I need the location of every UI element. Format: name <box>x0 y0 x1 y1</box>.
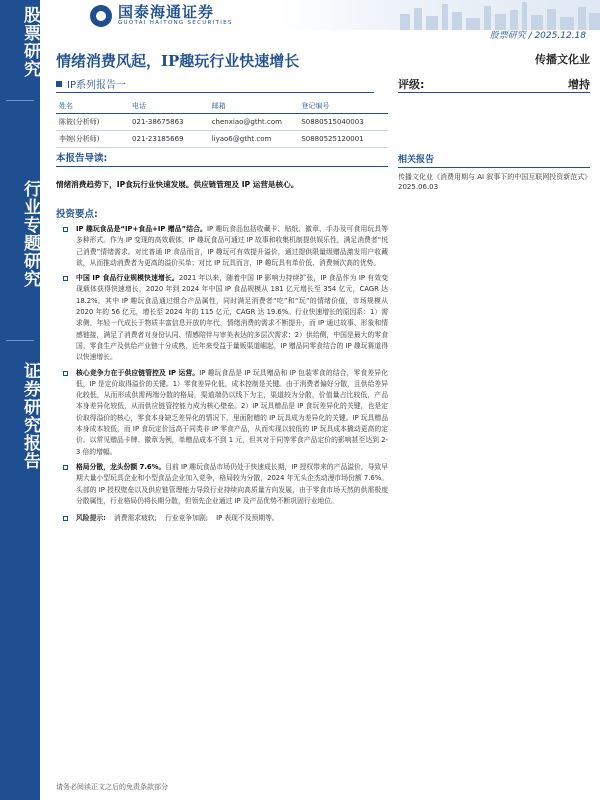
table-header-row <box>56 99 388 114</box>
table-cell: 李婉(分析师) <box>56 131 129 148</box>
point-text: IP 趣玩食品是 IP 玩具赠品和 IP 包装零食的结合，零食差异化低，IP 是定价取得溢价的关键。1）零食差异化低，成本控制是关键。由于消费者偏好分散，且供给差异化较低，从而形成供需两端分散的格局，渠道端仍以线下为主，渠道较为分散，价值量占比较低，产品本身差异化较低，从而供应链管控能力成为核心壁垒。2）IP 玩具赠品是 IP 食玩差异化的关键，也是定价取得溢价的核心，零食本身缺乏差异化的情况下，里面附赠的 IP 玩具成为差异化的关键。IP 玩具赠品本身成本较低，而 IP 食玩定价远高于同类非 IP 零食产品，从而实现以较低的 IP 玩具成本撬动更高的定价。以常见赠品卡牌、徽章为例，单赠品成本不到 1 元，但其对于同等零食产品定价的影响甚至达到 2-3 倍的增幅。 <box>76 368 388 456</box>
left-sidebar <box>0 0 40 800</box>
list-item <box>56 224 388 269</box>
square-bullet-icon <box>63 371 68 376</box>
disclaimer-footer: 请务必阅读正文之后的免责条款部分 <box>56 783 168 791</box>
report-type-date: 股票研究 / 2025.12.18 <box>489 31 586 41</box>
table-cell: 021-38675863 <box>129 114 209 131</box>
risk-warning <box>56 513 388 524</box>
risk-item: 消费需求疲软; <box>113 514 157 523</box>
square-bullet-icon <box>63 516 68 521</box>
list-item <box>56 462 388 507</box>
list-item <box>56 273 388 363</box>
table-header: 邮箱 <box>209 99 299 114</box>
point-text: 目前 IP 趣玩食品市场仍处于快速成长期，IP 授权带来的产品溢价，导致早期大量小型玩具企业和小型食品企业加入竞争，格局较为分散，2024 年无头企杰动漫市场份额 7.6%。头部的 IP 授权壁垒以及供应链管理能力导致行业持续向高质量方向发展，由于零食市场天然的供需极度分散属性，行业格局仍将长期分散，但领先企业通过 IP 及产品优势不断巩固行业地位。 <box>76 462 389 505</box>
related-reports-heading: 相关报告 <box>398 152 590 168</box>
square-bullet-icon <box>63 227 68 232</box>
series-label <box>56 76 374 93</box>
table-header: 姓名 <box>56 99 129 114</box>
risk-label: 风险提示: <box>76 514 106 523</box>
logo-name-en: GUOTAI HAITONG SECURITIES <box>118 20 233 26</box>
related-report-link[interactable]: 传播文化业《消费用期与 AI 叙事下的中国互联网投资新范式》2025.06.03 <box>398 173 588 191</box>
square-bullet-icon <box>63 465 68 470</box>
table-row <box>56 114 388 131</box>
sidebar-label-securities-report: 证券研究报告 <box>20 362 40 470</box>
series-text: IP系列报告一 <box>67 80 126 91</box>
page-header <box>40 0 600 30</box>
industry-label: 传播文化业 <box>535 53 590 66</box>
point-text: IP 趣玩食品包括收藏卡、贴纸、徽章、手办及可食用玩具等多种形式。作为 IP 变现的高效载体，IP 趣玩食品可通过 IP 故事和收集机制提供娱乐性，满足消费者“悦己消费”情绪需求。对比普通 IP 食品而言，IP 趣玩可有效提升溢价，通过提供限量级赠品激发用户收藏欲，从而推动消费者为更高的溢价买单；对比 IP 玩具而言，IP 趣玩具有单价低、消费频次高的优势。 <box>76 225 388 267</box>
table-cell: S0880525120001 <box>298 131 388 148</box>
point-title: 中国 IP 食品行业规模快速增长。 <box>76 274 179 283</box>
square-bullet-icon <box>56 81 62 87</box>
rating-value: 增持 <box>568 78 590 91</box>
sidebar-label-stock-research: 股票研究 <box>20 6 40 78</box>
table-row <box>56 131 388 148</box>
points-heading: 投资要点: <box>56 209 98 220</box>
logo-name-cn: 国泰海通证券 <box>118 3 215 21</box>
guide-text: 情绪消费趋势下，IP食玩行业快速发展。供应链管理及 IP 运营是核心。 <box>56 180 299 189</box>
skyline-banner <box>280 0 600 30</box>
report-title: 情绪消费风起，IP趣玩行业快速增长 <box>56 52 300 70</box>
related-reports <box>398 152 590 192</box>
sidebar-divider <box>6 340 34 341</box>
rating-label: 评级: <box>398 78 425 91</box>
main-content <box>56 150 388 524</box>
point-title: 核心竞争力在于供应链管控及 IP 运营。 <box>76 368 200 377</box>
table-cell: liyao6@gtht.com <box>209 131 299 148</box>
logo-icon <box>90 5 112 27</box>
company-logo <box>90 4 233 27</box>
sidebar-label-industry-research: 行业专题研究 <box>20 180 40 288</box>
skyline-image <box>280 0 600 30</box>
risk-item: IP 表现不及预期等。 <box>216 514 279 523</box>
point-title: IP 趣玩食品是“IP+食品+IP 赠品”结合。 <box>76 225 207 233</box>
risk-item: 行业竞争加剧; <box>164 514 209 523</box>
table-cell: 021-23185669 <box>129 131 209 148</box>
list-item <box>56 368 388 458</box>
point-title: 格局分散，龙头份额 7.6%。 <box>76 462 166 471</box>
table-cell: chenxiao@gtht.com <box>209 114 299 131</box>
guide-heading: 本报告导读: <box>56 150 388 167</box>
point-text: 2021 年以来，随着中国 IP 影响力持续扩张，IP 食品作为 IP 有效变现载体获得快速增长，2020 年到 2024 年中国 IP 食品规模从 181 亿元增长至 354 亿元，CAGR 达 18.2%。其中 IP 趣玩食品通过组合产品属性，同时满足消费者“吃”和“玩”的情绪价值，市场规模从 2020 年的 56 亿元，增长至 2024 年的 115 亿元，CAGR 达 19.6%。行业快速增长的原因系：1）需求侧，年轻一代成长于物质丰富信息开放的年代，情绪消费的需求不断提升，而 IP 通过故事、形象和情感链接，满足了消费者对身份认同、情感陪伴与审美表达的多层次需求；2）供给侧，中国是最大的零食国，零食生产及供给产业链十分成熟，近年来受益于量贩渠道崛起，IP 赠品同零食结合的 IP 趣玩赛道得以快速增长。 <box>76 274 388 362</box>
table-header: 登记编号 <box>298 99 388 114</box>
sidebar-divider <box>6 100 34 101</box>
table-header: 电话 <box>129 99 209 114</box>
table-cell: 陈筱(分析师) <box>56 114 129 131</box>
analyst-table <box>56 99 388 148</box>
table-cell: S0880515040003 <box>298 114 388 131</box>
rating-box <box>398 76 590 93</box>
square-bullet-icon <box>63 276 68 281</box>
